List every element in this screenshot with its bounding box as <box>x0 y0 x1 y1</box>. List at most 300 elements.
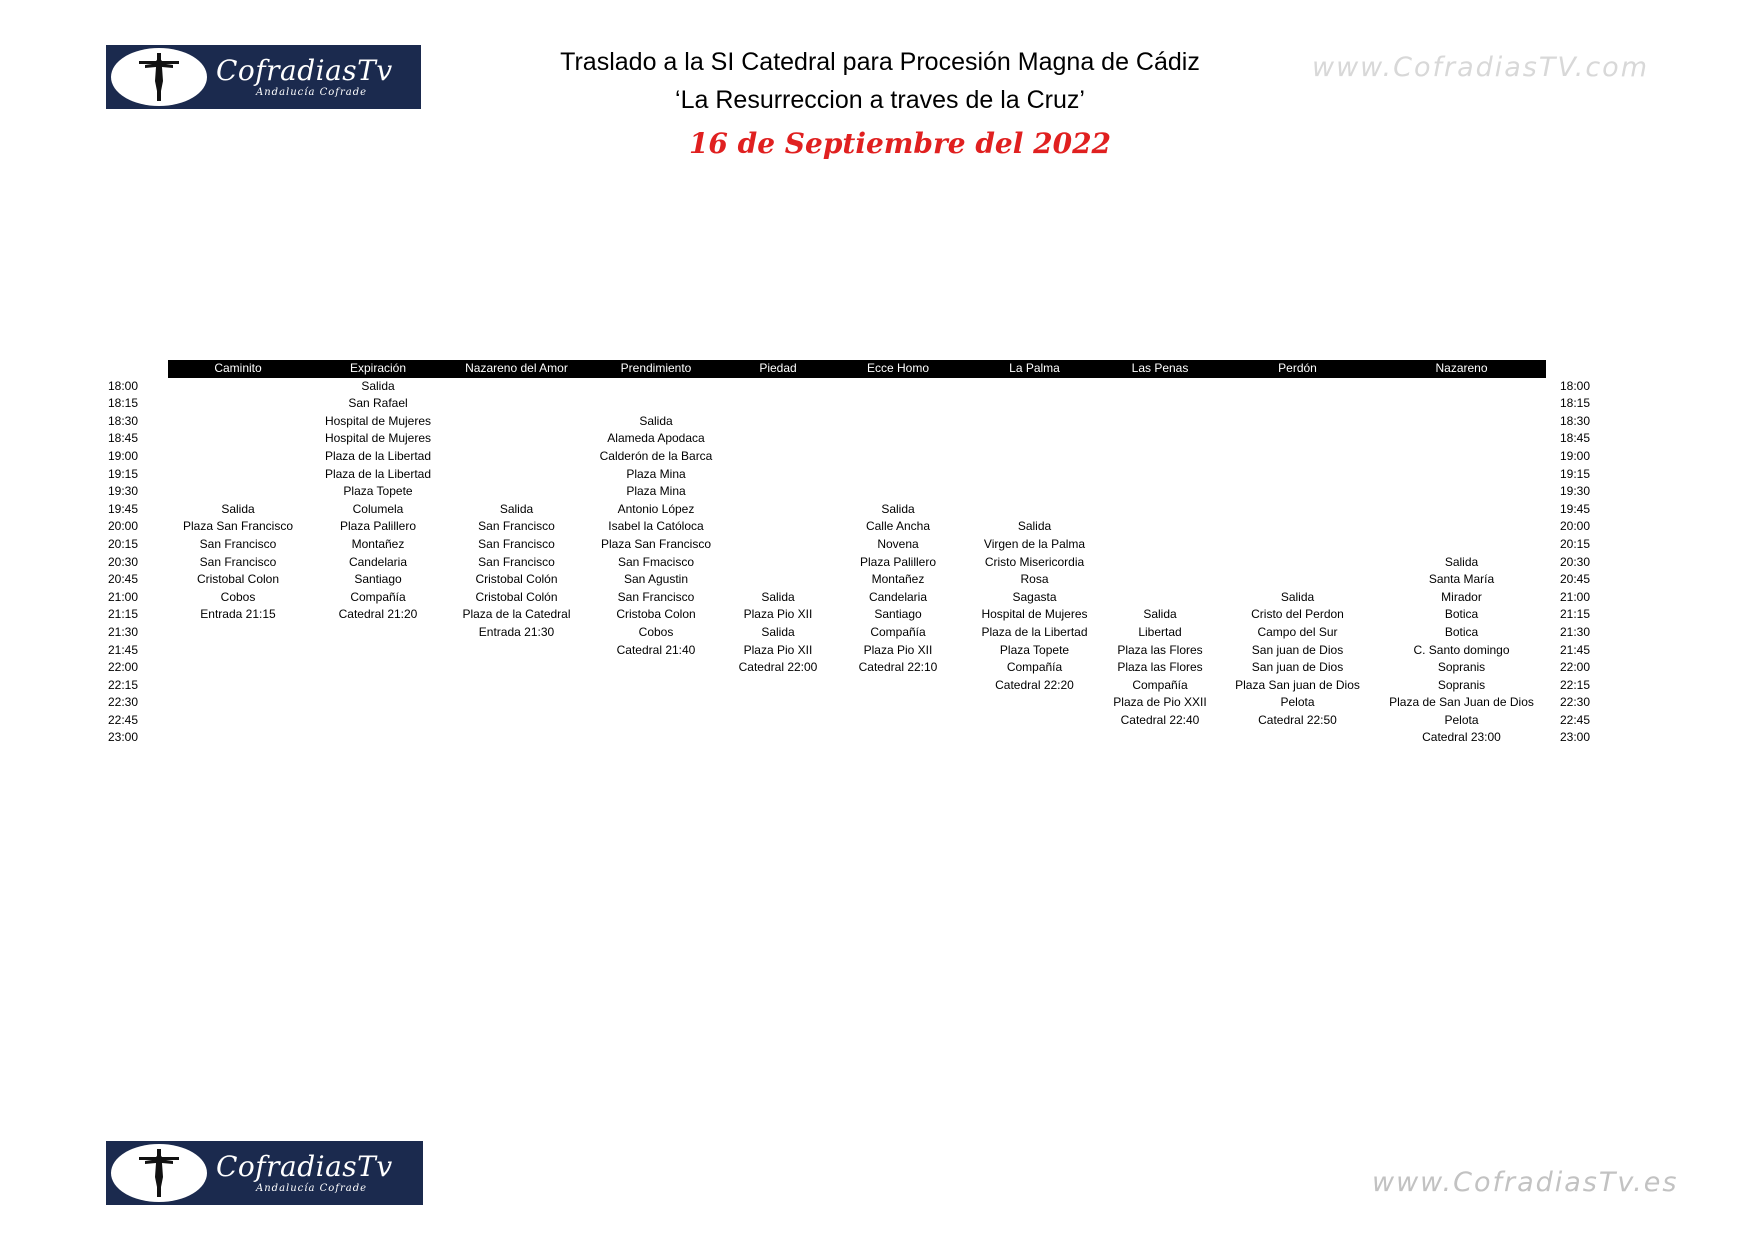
route-cell: Plaza de San Juan de Dios <box>1389 695 1534 710</box>
time-cell-left: 22:00 <box>108 660 139 675</box>
column-header: Las Penas <box>1102 360 1218 378</box>
route-cell <box>727 729 829 747</box>
route-cell <box>829 413 967 431</box>
time-cell-left: 18:30 <box>108 413 139 428</box>
column-header: Caminito <box>168 360 308 378</box>
time-cell-right: 20:15 <box>1560 536 1591 551</box>
route-cell <box>308 729 448 747</box>
route-cell: Plaza San Francisco <box>600 536 712 551</box>
header-blank-right <box>1546 360 1606 378</box>
route-cell: Alameda Apodaca <box>607 431 705 446</box>
time-cell-left: 19:15 <box>108 466 139 481</box>
route-cell <box>1218 536 1377 554</box>
route-cell: Entrada 21:15 <box>200 607 276 622</box>
route-cell <box>829 378 967 396</box>
route-cell <box>727 430 829 448</box>
route-cell: Plaza de la Libertad <box>324 466 432 481</box>
time-cell-left: 22:30 <box>108 695 139 710</box>
route-cell: Plaza de Pio XXII <box>1113 695 1207 710</box>
table-row <box>108 448 1606 466</box>
route-cell <box>829 712 967 730</box>
route-cell: Plaza las Flores <box>1117 660 1203 675</box>
route-cell <box>1102 395 1218 413</box>
route-cell: Hospital de Mujeres <box>324 431 432 446</box>
route-cell: Cristoba Colon <box>616 607 696 622</box>
route-cell <box>448 712 585 730</box>
time-cell-right: 19:15 <box>1560 466 1591 481</box>
route-cell <box>168 483 308 501</box>
route-cell <box>967 448 1102 466</box>
route-cell <box>1102 430 1218 448</box>
time-cell-left: 18:00 <box>108 378 139 393</box>
route-cell: Catedral 23:00 <box>1422 730 1501 745</box>
time-cell-right: 20:30 <box>1560 554 1591 569</box>
route-cell: Plaza de la Libertad <box>324 448 432 463</box>
route-cell <box>1102 413 1218 431</box>
route-cell: Cobos <box>220 589 256 604</box>
header-blank-left <box>108 360 168 378</box>
route-cell: Compañía <box>870 624 926 639</box>
route-cell: Plaza de la Libertad <box>981 624 1088 639</box>
route-cell: Cristo Misericordia <box>984 554 1085 569</box>
route-cell: Montañez <box>871 572 925 587</box>
route-cell: Plaza Palillero <box>339 519 417 534</box>
route-cell <box>1218 518 1377 536</box>
route-cell <box>727 554 829 572</box>
column-header: Perdón <box>1218 360 1377 378</box>
route-cell <box>308 642 448 660</box>
route-cell <box>168 677 308 695</box>
column-header: Ecce Homo <box>829 360 967 378</box>
route-cell <box>1377 378 1546 396</box>
route-cell: San Francisco <box>199 554 277 569</box>
table-row <box>108 395 1606 413</box>
route-cell: Santiago <box>354 572 402 587</box>
route-cell <box>585 659 727 677</box>
column-header: Expiración <box>308 360 448 378</box>
table-header-row <box>108 360 1606 378</box>
table-row <box>108 501 1606 519</box>
route-cell <box>448 430 585 448</box>
event-date: 16 de Septiembre del 2022 <box>688 127 1112 160</box>
route-cell <box>967 395 1102 413</box>
crucifix-icon <box>135 51 183 103</box>
route-cell: Novena <box>877 536 919 551</box>
route-cell: Entrada 21:30 <box>478 624 555 639</box>
route-cell <box>585 694 727 712</box>
time-cell-left: 19:30 <box>108 484 139 499</box>
route-cell: Catedral 21:40 <box>616 642 696 657</box>
time-cell-left: 20:30 <box>108 554 139 569</box>
route-cell <box>829 466 967 484</box>
route-cell: San Francisco <box>478 536 555 551</box>
route-cell: Cristobal Colón <box>475 572 558 587</box>
route-cell: San Fmacisco <box>617 554 695 569</box>
route-cell <box>727 536 829 554</box>
route-cell: Cristobal Colon <box>196 572 280 587</box>
route-cell <box>168 642 308 660</box>
time-cell-right: 21:30 <box>1560 624 1591 639</box>
route-cell <box>448 466 585 484</box>
route-cell: Antonio López <box>617 501 695 516</box>
logo-tagline: Andalucía Cofrade <box>256 1183 368 1194</box>
route-cell: Salida <box>761 589 795 604</box>
route-cell <box>448 395 585 413</box>
route-cell: San Francisco <box>199 536 277 551</box>
route-cell <box>168 659 308 677</box>
logo-tagline: Andalucía Cofrade <box>256 87 368 98</box>
route-cell <box>1218 501 1377 519</box>
route-cell <box>1377 430 1546 448</box>
route-cell: Santa María <box>1428 572 1495 587</box>
route-cell: San Agustin <box>623 572 689 587</box>
column-header: La Palma <box>967 360 1102 378</box>
route-cell: Botica <box>1444 607 1479 622</box>
route-cell: Compañía <box>1132 677 1188 692</box>
route-cell <box>448 448 585 466</box>
route-cell <box>829 395 967 413</box>
route-cell: Catedral 21:20 <box>338 607 418 622</box>
route-cell <box>727 378 829 396</box>
route-cell <box>585 729 727 747</box>
route-cell <box>168 712 308 730</box>
route-cell <box>829 677 967 695</box>
route-cell <box>1377 413 1546 431</box>
table-row <box>108 430 1606 448</box>
route-cell <box>585 378 727 396</box>
route-cell <box>1218 378 1377 396</box>
time-cell-left: 22:45 <box>108 712 139 727</box>
route-cell: Calle Ancha <box>865 519 931 534</box>
route-cell <box>967 501 1102 519</box>
route-cell <box>448 483 585 501</box>
route-cell: Catedral 22:10 <box>858 660 938 675</box>
route-cell <box>967 413 1102 431</box>
route-cell <box>168 466 308 484</box>
time-cell-left: 21:30 <box>108 624 139 639</box>
route-cell <box>308 694 448 712</box>
logo-brand: CofradiasTv <box>216 1150 393 1183</box>
table-row <box>108 712 1606 730</box>
route-cell: Salida <box>221 501 255 516</box>
route-cell <box>1218 554 1377 572</box>
route-cell: Pelota <box>1444 712 1479 727</box>
route-cell: Candelaria <box>348 554 408 569</box>
time-cell-left: 19:45 <box>108 501 139 516</box>
route-cell <box>1102 518 1218 536</box>
route-cell <box>1218 413 1377 431</box>
route-cell: Plaza San Francisco <box>182 519 294 534</box>
route-cell <box>1102 536 1218 554</box>
route-cell <box>967 729 1102 747</box>
route-cell: San Francisco <box>478 554 555 569</box>
time-cell-right: 18:45 <box>1560 431 1591 446</box>
route-cell: San Francisco <box>617 589 695 604</box>
route-cell <box>1218 729 1377 747</box>
route-cell <box>829 448 967 466</box>
route-cell <box>727 571 829 589</box>
route-cell: Pelota <box>1280 695 1315 710</box>
route-cell: Plaza las Flores <box>1117 642 1203 657</box>
route-cell: Salida <box>639 413 673 428</box>
route-cell <box>1102 501 1218 519</box>
route-cell <box>585 677 727 695</box>
time-cell-left: 18:15 <box>108 396 139 411</box>
column-header: Prendimiento <box>585 360 727 378</box>
route-cell <box>829 729 967 747</box>
route-cell <box>308 624 448 642</box>
time-cell-left: 21:00 <box>108 589 139 604</box>
route-cell: Plaza San juan de Dios <box>1235 677 1360 692</box>
time-cell-left: 20:00 <box>108 519 139 534</box>
route-cell <box>829 483 967 501</box>
route-cell: Salida <box>881 501 915 516</box>
table-row <box>108 413 1606 431</box>
route-cell <box>168 378 308 396</box>
page-subtitle: ‘La Resurreccion a traves de la Cruz’ <box>675 86 1085 114</box>
route-cell <box>1377 395 1546 413</box>
time-cell-right: 18:00 <box>1560 378 1591 393</box>
logo-brand: CofradiasTv <box>216 54 393 87</box>
route-cell: Rosa <box>1020 572 1049 587</box>
route-cell <box>727 501 829 519</box>
time-cell-right: 18:30 <box>1560 413 1591 428</box>
route-cell <box>829 694 967 712</box>
route-cell <box>168 694 308 712</box>
schedule-body <box>108 378 1606 747</box>
watermark-bottom: www.CofradiasTv.es <box>1372 1167 1679 1198</box>
route-cell: Montañez <box>351 536 405 551</box>
crucifix-icon <box>135 1147 183 1199</box>
route-cell <box>308 677 448 695</box>
route-cell: San juan de Dios <box>1251 642 1344 657</box>
table-row <box>108 624 1606 642</box>
time-cell-left: 21:45 <box>108 642 139 657</box>
route-cell: Compañía <box>350 589 406 604</box>
route-cell: Calderón de la Barca <box>599 448 713 463</box>
time-cell-right: 19:45 <box>1560 501 1591 516</box>
route-cell: San Francisco <box>478 519 555 534</box>
route-cell: Compañía <box>1006 660 1063 675</box>
route-cell: Salida <box>499 501 534 516</box>
time-cell-right: 22:15 <box>1560 677 1591 692</box>
route-cell <box>1102 378 1218 396</box>
route-cell <box>727 395 829 413</box>
route-cell <box>727 694 829 712</box>
table-row <box>108 378 1606 396</box>
route-cell: Catedral 22:00 <box>738 660 818 675</box>
route-cell: Hospital de Mujeres <box>324 413 432 428</box>
route-cell <box>1377 536 1546 554</box>
route-cell <box>308 659 448 677</box>
route-cell: Plaza Mina <box>626 484 686 499</box>
time-cell-right: 21:00 <box>1560 589 1591 604</box>
route-cell: Campo del Sur <box>1257 624 1338 639</box>
route-cell: Cobos <box>638 624 674 639</box>
route-cell: Plaza Topete <box>999 642 1070 657</box>
table-row <box>108 729 1606 747</box>
route-cell <box>448 642 585 660</box>
table-row <box>108 659 1606 677</box>
column-header: Nazareno <box>1377 360 1546 378</box>
route-cell <box>168 624 308 642</box>
route-cell <box>1102 729 1218 747</box>
route-cell: Cristo del Perdon <box>1251 607 1344 622</box>
route-cell: Catedral 22:20 <box>995 677 1074 692</box>
route-cell: Salida <box>1143 607 1177 622</box>
route-cell: Plaza Mina <box>626 466 686 481</box>
time-cell-right: 22:00 <box>1560 660 1591 675</box>
table-row <box>108 483 1606 501</box>
route-cell <box>967 694 1102 712</box>
route-cell: Salida <box>361 378 395 393</box>
route-cell: Sagasta <box>1012 589 1057 604</box>
route-cell: Salida <box>1280 589 1315 604</box>
route-cell <box>448 677 585 695</box>
route-cell <box>727 466 829 484</box>
route-cell <box>727 413 829 431</box>
table-row <box>108 694 1606 712</box>
route-cell <box>1102 554 1218 572</box>
route-cell: Virgen de la Palma <box>983 536 1086 551</box>
route-cell <box>1377 466 1546 484</box>
route-cell: Libertad <box>1138 624 1182 639</box>
route-cell: Salida <box>1017 519 1052 534</box>
table-row <box>108 642 1606 660</box>
route-cell: Catedral 22:40 <box>1120 712 1200 727</box>
route-cell: Plaza Pio XII <box>863 642 933 657</box>
route-cell: San juan de Dios <box>1251 660 1344 675</box>
route-cell: Isabel la Católoca <box>608 519 704 534</box>
route-cell <box>448 694 585 712</box>
route-cell: Santiago <box>874 607 922 622</box>
route-cell <box>1102 483 1218 501</box>
route-cell <box>168 729 308 747</box>
time-cell-right: 23:00 <box>1560 730 1591 745</box>
route-cell <box>967 466 1102 484</box>
route-cell <box>1102 448 1218 466</box>
route-cell: Salida <box>761 624 795 639</box>
watermark-top: www.CofradiasTV.com <box>1312 52 1649 83</box>
column-header: Piedad <box>727 360 829 378</box>
route-cell <box>1377 518 1546 536</box>
route-cell <box>585 395 727 413</box>
route-cell: Sopranis <box>1437 677 1486 692</box>
column-header: Nazareno del Amor <box>448 360 585 378</box>
time-cell-right: 21:45 <box>1560 642 1591 657</box>
route-cell: Cristobal Colón <box>475 589 558 604</box>
route-cell: C. Santo domingo <box>1413 642 1510 657</box>
table-row <box>108 518 1606 536</box>
cofradiastv-logo-top <box>106 45 421 109</box>
time-cell-right: 20:00 <box>1560 519 1591 534</box>
time-cell-left: 19:00 <box>108 448 139 463</box>
route-cell <box>1218 466 1377 484</box>
route-cell: Mirador <box>1441 589 1482 604</box>
route-cell <box>448 729 585 747</box>
route-cell <box>1377 501 1546 519</box>
time-cell-left: 21:15 <box>108 607 139 622</box>
route-cell <box>1218 430 1377 448</box>
route-cell: Botica <box>1444 624 1479 639</box>
route-cell: Hospital de Mujeres <box>981 607 1088 622</box>
route-cell <box>585 712 727 730</box>
route-cell: Catedral 22:50 <box>1258 712 1337 727</box>
table-row <box>108 536 1606 554</box>
route-cell <box>448 413 585 431</box>
route-cell: Plaza Palillero <box>859 554 937 569</box>
time-cell-left: 22:15 <box>108 677 139 692</box>
table-row <box>108 677 1606 695</box>
route-cell: Salida <box>1444 554 1479 569</box>
route-cell <box>1377 483 1546 501</box>
table-row <box>108 571 1606 589</box>
cofradiastv-logo-bottom <box>106 1141 423 1205</box>
route-cell <box>168 448 308 466</box>
table-row <box>108 554 1606 572</box>
route-cell <box>168 430 308 448</box>
table-row <box>108 589 1606 607</box>
time-cell-left: 20:15 <box>108 536 139 551</box>
route-cell <box>1102 589 1218 607</box>
route-cell <box>1218 483 1377 501</box>
table-row <box>108 466 1606 484</box>
route-cell <box>829 430 967 448</box>
time-cell-right: 22:45 <box>1560 712 1591 727</box>
route-cell: Plaza Pio XII <box>743 607 813 622</box>
procession-schedule-table <box>108 360 1606 747</box>
route-cell: San Rafael <box>348 396 408 411</box>
logo-oval <box>111 48 207 106</box>
route-cell <box>727 483 829 501</box>
route-cell <box>727 518 829 536</box>
route-cell <box>448 378 585 396</box>
time-cell-left: 20:45 <box>108 572 139 587</box>
route-cell <box>1218 395 1377 413</box>
route-cell: Plaza de la Catedral <box>462 607 571 622</box>
page-title: Traslado a la SI Catedral para Procesión Magna de Cádiz <box>560 48 1200 76</box>
time-cell-right: 20:45 <box>1560 572 1591 587</box>
route-cell <box>727 677 829 695</box>
logo-oval <box>111 1144 207 1202</box>
route-cell <box>1218 448 1377 466</box>
route-cell <box>1102 571 1218 589</box>
route-cell <box>967 712 1102 730</box>
table-row <box>108 606 1606 624</box>
route-cell: Columela <box>352 501 404 516</box>
route-cell <box>967 378 1102 396</box>
route-cell: Sopranis <box>1437 660 1486 675</box>
route-cell <box>1102 466 1218 484</box>
route-cell <box>967 483 1102 501</box>
time-cell-right: 19:00 <box>1560 448 1591 463</box>
time-cell-right: 22:30 <box>1560 695 1591 710</box>
route-cell <box>727 448 829 466</box>
route-cell <box>727 712 829 730</box>
route-cell <box>448 659 585 677</box>
route-cell <box>1377 448 1546 466</box>
time-cell-right: 18:15 <box>1560 396 1591 411</box>
time-cell-right: 19:30 <box>1560 484 1591 499</box>
time-cell-right: 21:15 <box>1560 607 1591 622</box>
route-cell <box>1218 571 1377 589</box>
route-cell: Plaza Pio XII <box>743 642 813 657</box>
time-cell-left: 23:00 <box>108 730 139 745</box>
route-cell <box>168 413 308 431</box>
route-cell <box>168 395 308 413</box>
route-cell <box>308 712 448 730</box>
time-cell-left: 18:45 <box>108 431 139 446</box>
